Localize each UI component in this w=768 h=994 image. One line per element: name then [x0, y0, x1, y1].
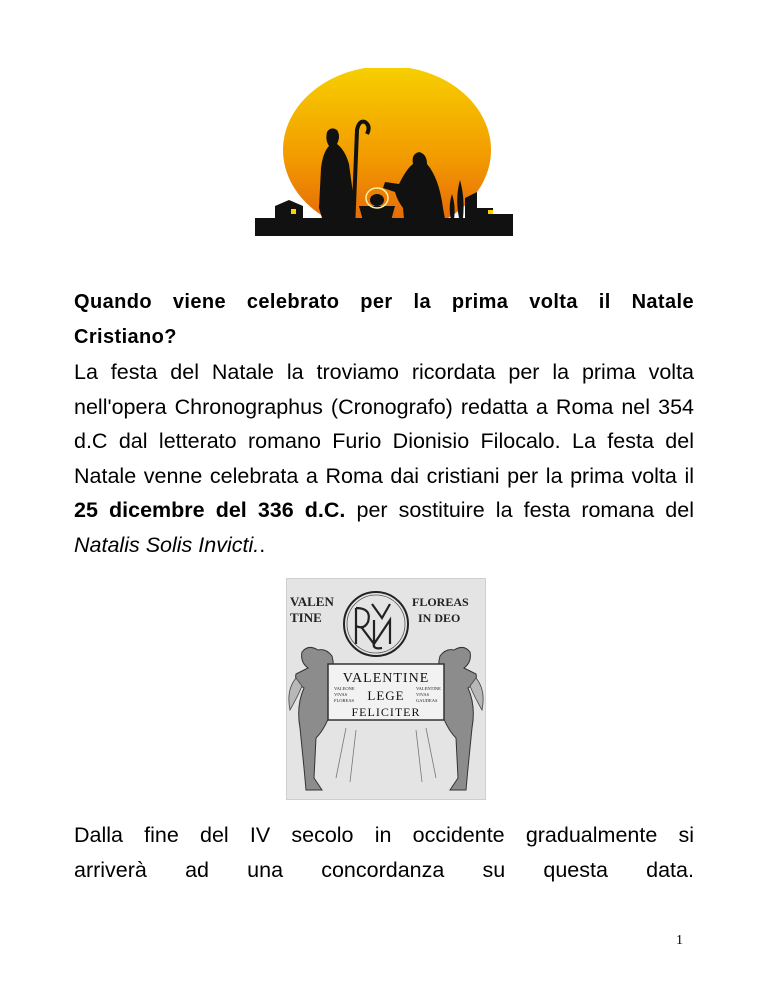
child-head [370, 194, 384, 206]
word: arriverà [74, 857, 147, 882]
tablet-small-right-3: GAUDEAS [416, 698, 438, 703]
word: ad [185, 857, 209, 882]
paragraph-2-line-1: Dalla fine del IV secolo in occidente gradualmente si [74, 823, 694, 847]
heading-line-2: Cristiano? [74, 325, 177, 348]
paragraph-2-line-2 [74, 853, 694, 888]
caption-top-right-1: FLOREAS [412, 595, 469, 609]
word: questa [543, 857, 608, 882]
window-left [291, 209, 296, 214]
paragraph-1-text-b: per sostituire la festa romana del [345, 498, 694, 522]
caption-top-right-2: IN DEO [418, 611, 461, 625]
paragraph-1-bold-date: 25 dicembre del 336 d.C. [74, 498, 346, 522]
tablet-small-right-2: VIVAS [416, 692, 430, 697]
manger [359, 206, 395, 228]
paragraph-1-text-a: La festa del Natale la troviamo ricordata per la prima volta nell'opera Chronographus (Cronografo) redatta a Roma nel 354 d.C dal letterato romano Furio Dionisio Filocalo. La festa del Natale venne celebrata a Roma dai cristiani per la prima volta il [74, 360, 694, 488]
tablet-small-left-2: VIVAS [334, 692, 348, 697]
paragraph-1-text-c: . [259, 532, 266, 557]
word: concordanza [321, 857, 445, 882]
tablet-small-left-1: VALEONE [334, 686, 355, 691]
chronograph-manuscript-image [286, 578, 486, 800]
page-number: 1 [676, 933, 683, 948]
caption-top-left-2: TINE [290, 610, 322, 625]
heading-line-1: Quando viene celebrato per la prima volta il Natale [74, 291, 694, 313]
word: data. [646, 857, 694, 882]
window-right [488, 210, 493, 214]
tablet-line-2: LEGE [367, 688, 405, 703]
caption-top-left-1: VALEN [290, 594, 334, 609]
word: una [247, 857, 284, 882]
tablet-small-left-3: FLOREAS [334, 698, 355, 703]
paragraph-1 [74, 355, 694, 562]
tablet-small-right-1: VALENTINE [416, 686, 441, 691]
paragraph-1-italic-name: Natalis Solis Invicti. [74, 532, 260, 557]
section-heading [74, 285, 694, 354]
paragraph-2 [74, 818, 694, 887]
word: su [482, 857, 506, 882]
tablet-line-1: VALENTINE [342, 671, 430, 686]
nativity-illustration [255, 68, 513, 236]
tablet-line-3: FELICITER [351, 705, 421, 719]
